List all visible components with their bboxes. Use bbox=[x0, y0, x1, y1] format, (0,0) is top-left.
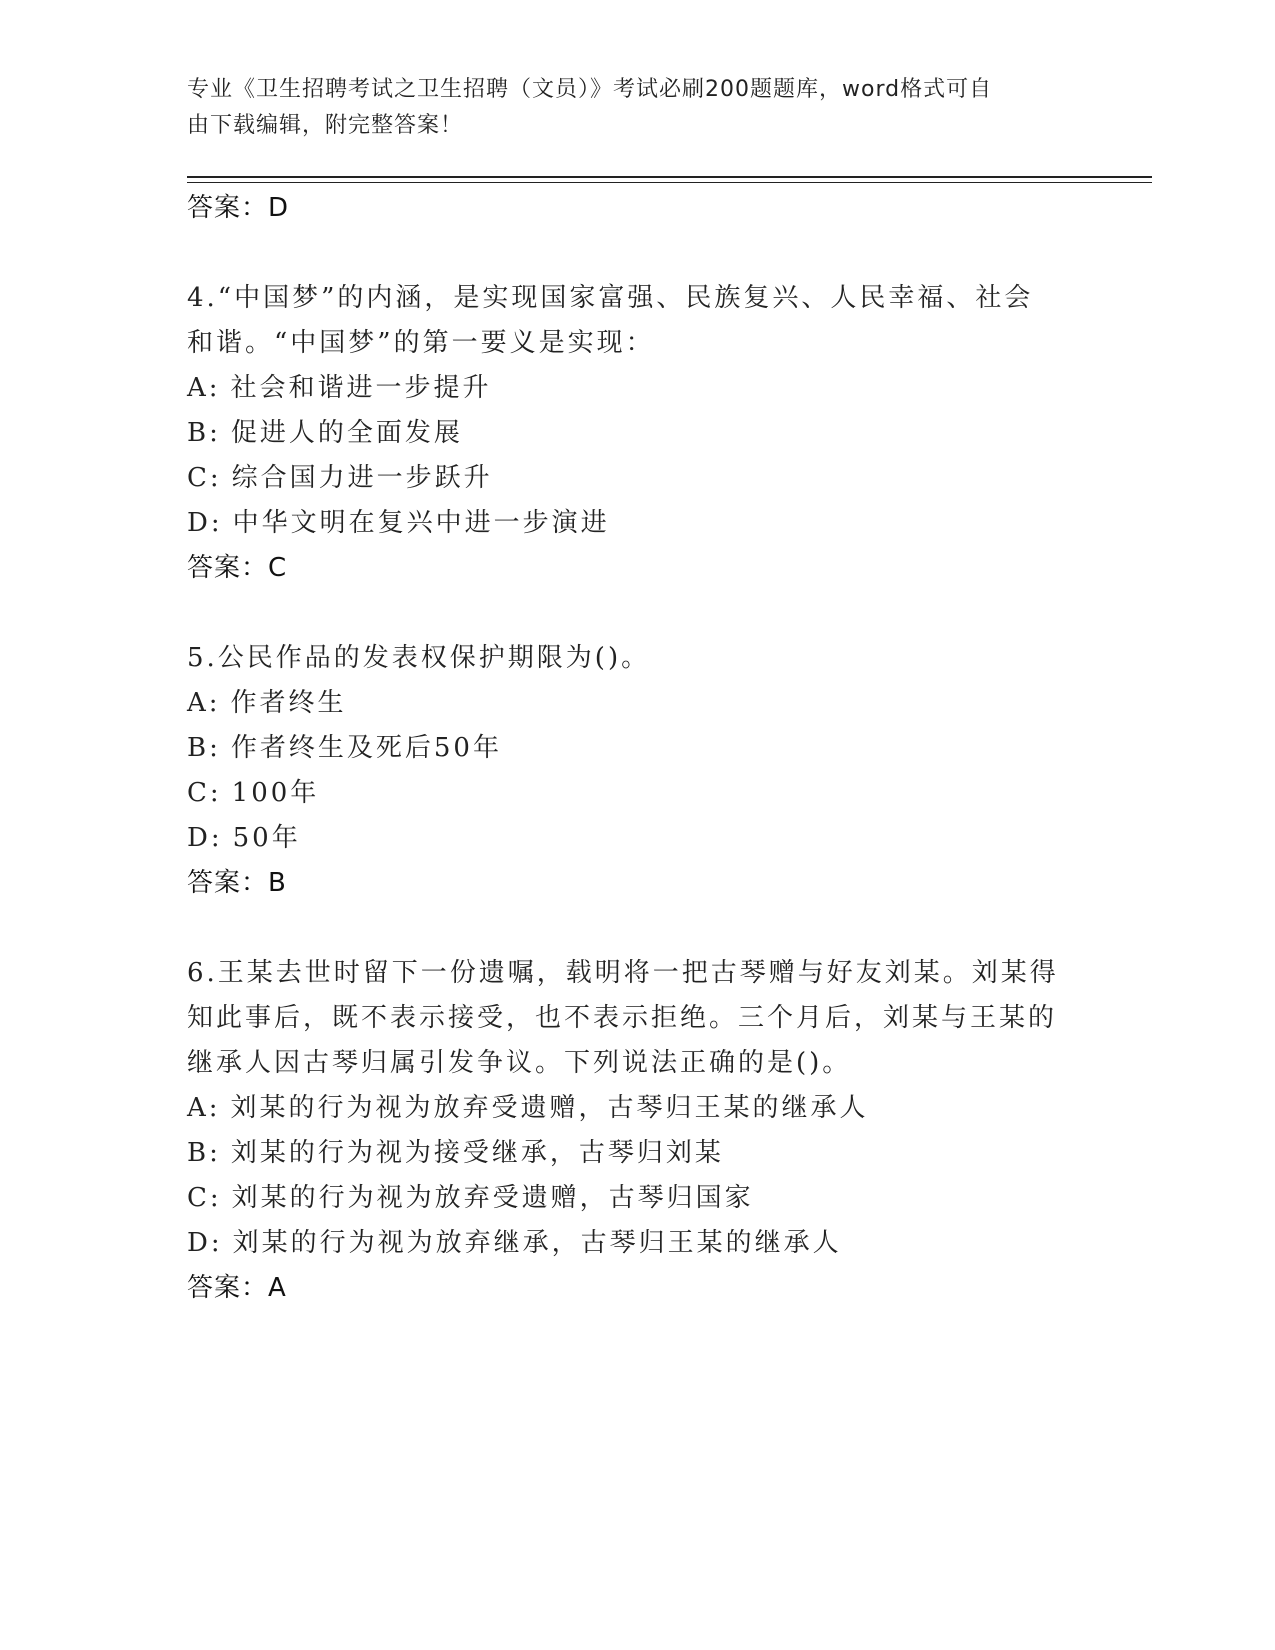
option-text: 100年 bbox=[231, 778, 320, 808]
question-6-answer: 答案：A bbox=[187, 1273, 287, 1303]
option-text: 刘某的行为视为放弃受遗赠，古琴归国家 bbox=[231, 1183, 754, 1213]
header-divider-thin bbox=[187, 182, 1152, 183]
option-text: 作者终生及死后50年 bbox=[230, 733, 502, 763]
question-4-text-line-1: 4.“中国梦”的内涵，是实现国家富强、民族复兴、人民幸福、社会 bbox=[187, 283, 1034, 313]
question-4 bbox=[187, 276, 1067, 591]
option-text: 综合国力进一步跃升 bbox=[231, 463, 493, 493]
question-5-answer: 答案：B bbox=[187, 868, 287, 898]
option-label: B: bbox=[187, 733, 221, 763]
question-6 bbox=[187, 951, 1067, 1311]
question-4-text-line-2: 和谐。“中国梦”的第一要义是实现： bbox=[187, 328, 655, 358]
option-label: A: bbox=[187, 688, 221, 718]
question-6-text-line-3: 继承人因古琴归属引发争议。下列说法正确的是()。 bbox=[187, 1048, 852, 1078]
option-text: 刘某的行为视为放弃受遗赠，古琴归王某的继承人 bbox=[230, 1093, 869, 1123]
question-5-option-c bbox=[187, 771, 1067, 816]
question-5-option-d bbox=[187, 816, 1067, 861]
option-label: C: bbox=[187, 463, 222, 493]
option-label: B: bbox=[187, 418, 221, 448]
question-content bbox=[187, 186, 1067, 1311]
document-header bbox=[187, 72, 1067, 144]
option-label: D: bbox=[187, 1228, 223, 1258]
question-6-option-d bbox=[187, 1221, 1067, 1266]
question-6-option-a bbox=[187, 1086, 1067, 1131]
header-line-2: 由下载编辑，附完整答案！ bbox=[187, 113, 464, 138]
option-text: 作者终生 bbox=[230, 688, 347, 718]
header-divider-thick bbox=[187, 176, 1152, 178]
option-text: 刘某的行为视为放弃继承，古琴归王某的继承人 bbox=[232, 1228, 842, 1258]
option-label: B: bbox=[187, 1138, 221, 1168]
question-5-option-b bbox=[187, 726, 1067, 771]
question-5-text-line-1: 5.公民作品的发表权保护期限为()。 bbox=[187, 643, 651, 673]
question-4-option-a bbox=[187, 366, 1067, 411]
previous-answer: 答案：D bbox=[187, 193, 290, 223]
question-4-option-c bbox=[187, 456, 1067, 501]
option-label: D: bbox=[187, 508, 223, 538]
option-text: 刘某的行为视为接受继承，古琴归刘某 bbox=[230, 1138, 724, 1168]
option-label: C: bbox=[187, 778, 222, 808]
header-line-1: 专业《卫生招聘考试之卫生招聘（文员）》考试必刷200题题库，word格式可自 bbox=[187, 77, 993, 102]
question-6-option-b bbox=[187, 1131, 1067, 1176]
option-label: D: bbox=[187, 823, 223, 853]
question-4-answer: 答案：C bbox=[187, 553, 288, 583]
option-label: C: bbox=[187, 1183, 222, 1213]
question-4-option-b bbox=[187, 411, 1067, 456]
option-text: 中华文明在复兴中进一步演进 bbox=[232, 508, 610, 538]
option-text: 促进人的全面发展 bbox=[230, 418, 463, 448]
question-4-option-d bbox=[187, 501, 1067, 546]
question-6-option-c bbox=[187, 1176, 1067, 1221]
option-text: 社会和谐进一步提升 bbox=[230, 373, 492, 403]
option-label: A: bbox=[187, 1093, 221, 1123]
question-6-text-line-2: 知此事后，既不表示接受，也不表示拒绝。三个月后，刘某与王某的 bbox=[187, 1003, 1058, 1033]
option-text: 50年 bbox=[232, 823, 301, 853]
question-6-text-line-1: 6.王某去世时留下一份遗嘱，载明将一把古琴赠与好友刘某。刘某得 bbox=[187, 958, 1059, 988]
question-5 bbox=[187, 636, 1067, 906]
question-5-option-a bbox=[187, 681, 1067, 726]
option-label: A: bbox=[187, 373, 221, 403]
